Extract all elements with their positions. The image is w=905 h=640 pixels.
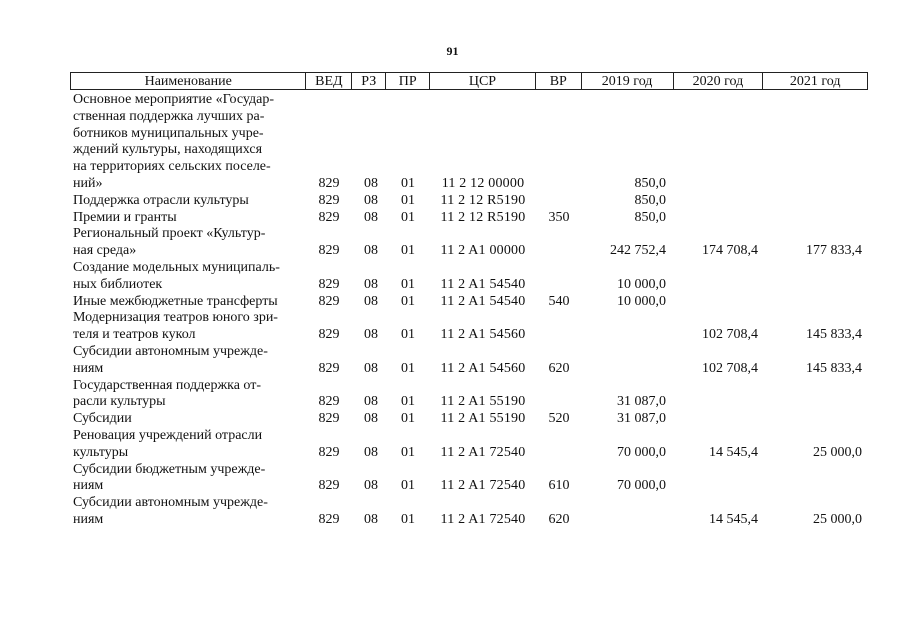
cell-year-2019: 31 087,0 [617, 411, 666, 427]
table-row [70, 428, 868, 462]
header-ved: ВЕД [306, 73, 352, 89]
cell-year-2020 [674, 462, 764, 496]
cell-year-2021: 145 833,4 [806, 360, 862, 376]
cell-vr: 620 [548, 360, 570, 376]
table-row [70, 344, 868, 378]
cell-year-2020 [674, 260, 764, 294]
cell-rz: 08 [364, 192, 378, 208]
table-row [70, 226, 868, 260]
name-line: Иные межбюджетные трансферты [73, 293, 278, 309]
cell-year-2021 [764, 378, 868, 412]
cell-vr [536, 92, 582, 193]
cell-year-2021 [764, 92, 868, 193]
cell-year-2021 [764, 462, 868, 496]
cell-pr: 01 [401, 394, 415, 410]
cell-name [70, 495, 306, 529]
cell-ved: 829 [318, 394, 340, 410]
cell-ved: 829 [318, 293, 340, 309]
name-line: ниям [73, 360, 104, 376]
name-line: Модернизация театров юного зри- [73, 310, 278, 326]
header-name: Наименование [71, 73, 306, 89]
cell-year-2019 [582, 495, 674, 529]
cell-csr: 11 2 A1 55190 [440, 411, 526, 427]
cell-pr: 01 [401, 444, 415, 460]
cell-year-2019: 31 087,0 [617, 394, 666, 410]
cell-ved: 829 [318, 175, 340, 191]
cell-name [70, 462, 306, 496]
cell-ved: 829 [318, 411, 340, 427]
cell-ved: 829 [318, 327, 340, 343]
name-line: Субсидии [73, 411, 132, 427]
cell-rz: 08 [364, 394, 378, 410]
cell-pr: 01 [401, 327, 415, 343]
header-rz: РЗ [352, 73, 386, 89]
cell-year-2020 [674, 411, 764, 428]
cell-year-2021: 177 833,4 [806, 243, 862, 259]
cell-year-2020: 14 545,4 [709, 444, 758, 460]
name-line: Региональный проект «Культур- [73, 226, 266, 242]
cell-year-2019: 10 000,0 [617, 293, 666, 309]
cell-name [70, 210, 306, 227]
table-body [70, 90, 868, 529]
name-line: Субсидии автономным учрежде- [73, 495, 268, 511]
cell-name [70, 344, 306, 378]
cell-name [70, 378, 306, 412]
cell-name [70, 92, 306, 193]
cell-vr: 520 [548, 411, 570, 427]
cell-csr: 11 2 A1 54540 [440, 276, 526, 292]
name-line: культуры [73, 444, 129, 460]
cell-year-2019 [582, 344, 674, 378]
cell-csr: 11 2 12 00000 [441, 175, 525, 191]
cell-vr [536, 226, 582, 260]
cell-year-2020: 102 708,4 [702, 327, 758, 343]
table-row [70, 260, 868, 294]
cell-rz: 08 [364, 411, 378, 427]
cell-rz: 08 [364, 360, 378, 376]
cell-vr: 620 [548, 511, 570, 527]
cell-year-2020: 102 708,4 [702, 360, 758, 376]
cell-vr [536, 260, 582, 294]
cell-ved: 829 [318, 478, 340, 494]
cell-year-2021 [764, 210, 868, 227]
cell-year-2021 [764, 193, 868, 210]
table-row [70, 92, 868, 193]
cell-csr: 11 2 A1 00000 [440, 243, 526, 259]
name-line: ная среда» [73, 243, 137, 259]
header-csr: ЦСР [430, 73, 536, 89]
cell-ved: 829 [318, 444, 340, 460]
cell-pr: 01 [401, 243, 415, 259]
cell-pr: 01 [401, 209, 415, 225]
cell-vr: 610 [548, 478, 570, 494]
name-line: Государственная поддержка от- [73, 377, 262, 393]
cell-year-2020: 174 708,4 [702, 243, 758, 259]
cell-csr: 11 2 A1 55190 [440, 394, 526, 410]
cell-name [70, 411, 306, 428]
cell-ved: 829 [318, 276, 340, 292]
cell-year-2021 [764, 260, 868, 294]
name-line: теля и театров кукол [73, 327, 196, 343]
cell-csr: 11 2 12 R5190 [440, 192, 526, 208]
header-pr: ПР [386, 73, 430, 89]
name-line: ботников муниципальных учре- [73, 125, 264, 141]
cell-csr: 11 2 A1 54540 [440, 293, 526, 309]
cell-year-2021 [764, 411, 868, 428]
cell-pr: 01 [401, 276, 415, 292]
cell-year-2020 [674, 210, 764, 227]
cell-ved: 829 [318, 511, 340, 527]
cell-vr [536, 193, 582, 210]
cell-vr [536, 428, 582, 462]
cell-year-2019: 850,0 [634, 192, 666, 208]
page-number: 91 [446, 44, 459, 58]
name-line: на территориях сельских поселе- [73, 159, 271, 175]
cell-year-2020 [674, 294, 764, 311]
cell-csr: 11 2 A1 72540 [440, 444, 526, 460]
table-row [70, 294, 868, 311]
cell-vr [536, 378, 582, 412]
cell-vr [536, 310, 582, 344]
cell-csr: 11 2 A1 54560 [440, 360, 526, 376]
cell-name [70, 226, 306, 260]
cell-csr: 11 2 12 R5190 [440, 209, 526, 225]
name-line: ных библиотек [73, 276, 163, 292]
table-row [70, 462, 868, 496]
table-row [70, 378, 868, 412]
cell-name [70, 260, 306, 294]
cell-year-2020 [674, 193, 764, 210]
header-year-2019: 2019 год [582, 73, 674, 89]
name-line: ждений культуры, находящихся [73, 142, 263, 158]
name-line: расли культуры [73, 394, 166, 410]
table-header-row [70, 72, 868, 90]
name-line: Премии и гранты [73, 209, 177, 225]
cell-year-2020 [674, 92, 764, 193]
cell-vr: 350 [548, 209, 570, 225]
cell-pr: 01 [401, 478, 415, 494]
cell-year-2021: 25 000,0 [813, 511, 862, 527]
cell-year-2020 [674, 378, 764, 412]
cell-rz: 08 [364, 276, 378, 292]
name-line: ственная поддержка лучших ра- [73, 108, 265, 124]
cell-year-2021 [764, 294, 868, 311]
name-line: Субсидии бюджетным учрежде- [73, 461, 266, 477]
table-row [70, 210, 868, 227]
name-line: ниям [73, 511, 104, 527]
name-line: Создание модельных муниципаль- [73, 259, 280, 275]
budget-table [70, 72, 868, 529]
cell-vr: 540 [548, 293, 570, 309]
cell-pr: 01 [401, 293, 415, 309]
name-line: ниям [73, 478, 104, 494]
cell-year-2021: 145 833,4 [806, 327, 862, 343]
header-year-2020: 2020 год [674, 73, 764, 89]
table-row [70, 193, 868, 210]
header-vr: ВР [536, 73, 582, 89]
cell-rz: 08 [364, 444, 378, 460]
name-line: ний» [73, 175, 103, 191]
cell-ved: 829 [318, 209, 340, 225]
cell-csr: 11 2 A1 54560 [440, 327, 526, 343]
cell-year-2019: 10 000,0 [617, 276, 666, 292]
table-row [70, 495, 868, 529]
cell-name [70, 294, 306, 311]
name-line: Поддержка отрасли культуры [73, 192, 249, 208]
cell-csr: 11 2 A1 72540 [440, 478, 526, 494]
cell-pr: 01 [401, 411, 415, 427]
cell-rz: 08 [364, 293, 378, 309]
cell-rz: 08 [364, 511, 378, 527]
cell-pr: 01 [401, 511, 415, 527]
cell-ved: 829 [318, 243, 340, 259]
cell-year-2019 [582, 310, 674, 344]
name-line: Реновация учреждений отрасли [73, 427, 263, 443]
cell-year-2020: 14 545,4 [709, 511, 758, 527]
cell-rz: 08 [364, 243, 378, 259]
name-line: Субсидии автономным учрежде- [73, 343, 268, 359]
cell-year-2021: 25 000,0 [813, 444, 862, 460]
cell-year-2019: 70 000,0 [617, 478, 666, 494]
cell-pr: 01 [401, 175, 415, 191]
cell-year-2019: 850,0 [634, 175, 666, 191]
name-line: Основное мероприятие «Государ- [73, 92, 274, 107]
cell-ved: 829 [318, 192, 340, 208]
cell-year-2019: 70 000,0 [617, 444, 666, 460]
cell-rz: 08 [364, 327, 378, 343]
cell-name [70, 428, 306, 462]
cell-rz: 08 [364, 209, 378, 225]
cell-ved: 829 [318, 360, 340, 376]
cell-name [70, 310, 306, 344]
cell-rz: 08 [364, 175, 378, 191]
cell-year-2019: 850,0 [634, 209, 666, 225]
cell-year-2019: 242 752,4 [610, 243, 666, 259]
cell-pr: 01 [401, 192, 415, 208]
cell-csr: 11 2 A1 72540 [440, 511, 526, 527]
cell-name [70, 193, 306, 210]
header-year-2021: 2021 год [789, 74, 841, 89]
table-row [70, 310, 868, 344]
table-row [70, 411, 868, 428]
cell-rz: 08 [364, 478, 378, 494]
cell-pr: 01 [401, 360, 415, 376]
